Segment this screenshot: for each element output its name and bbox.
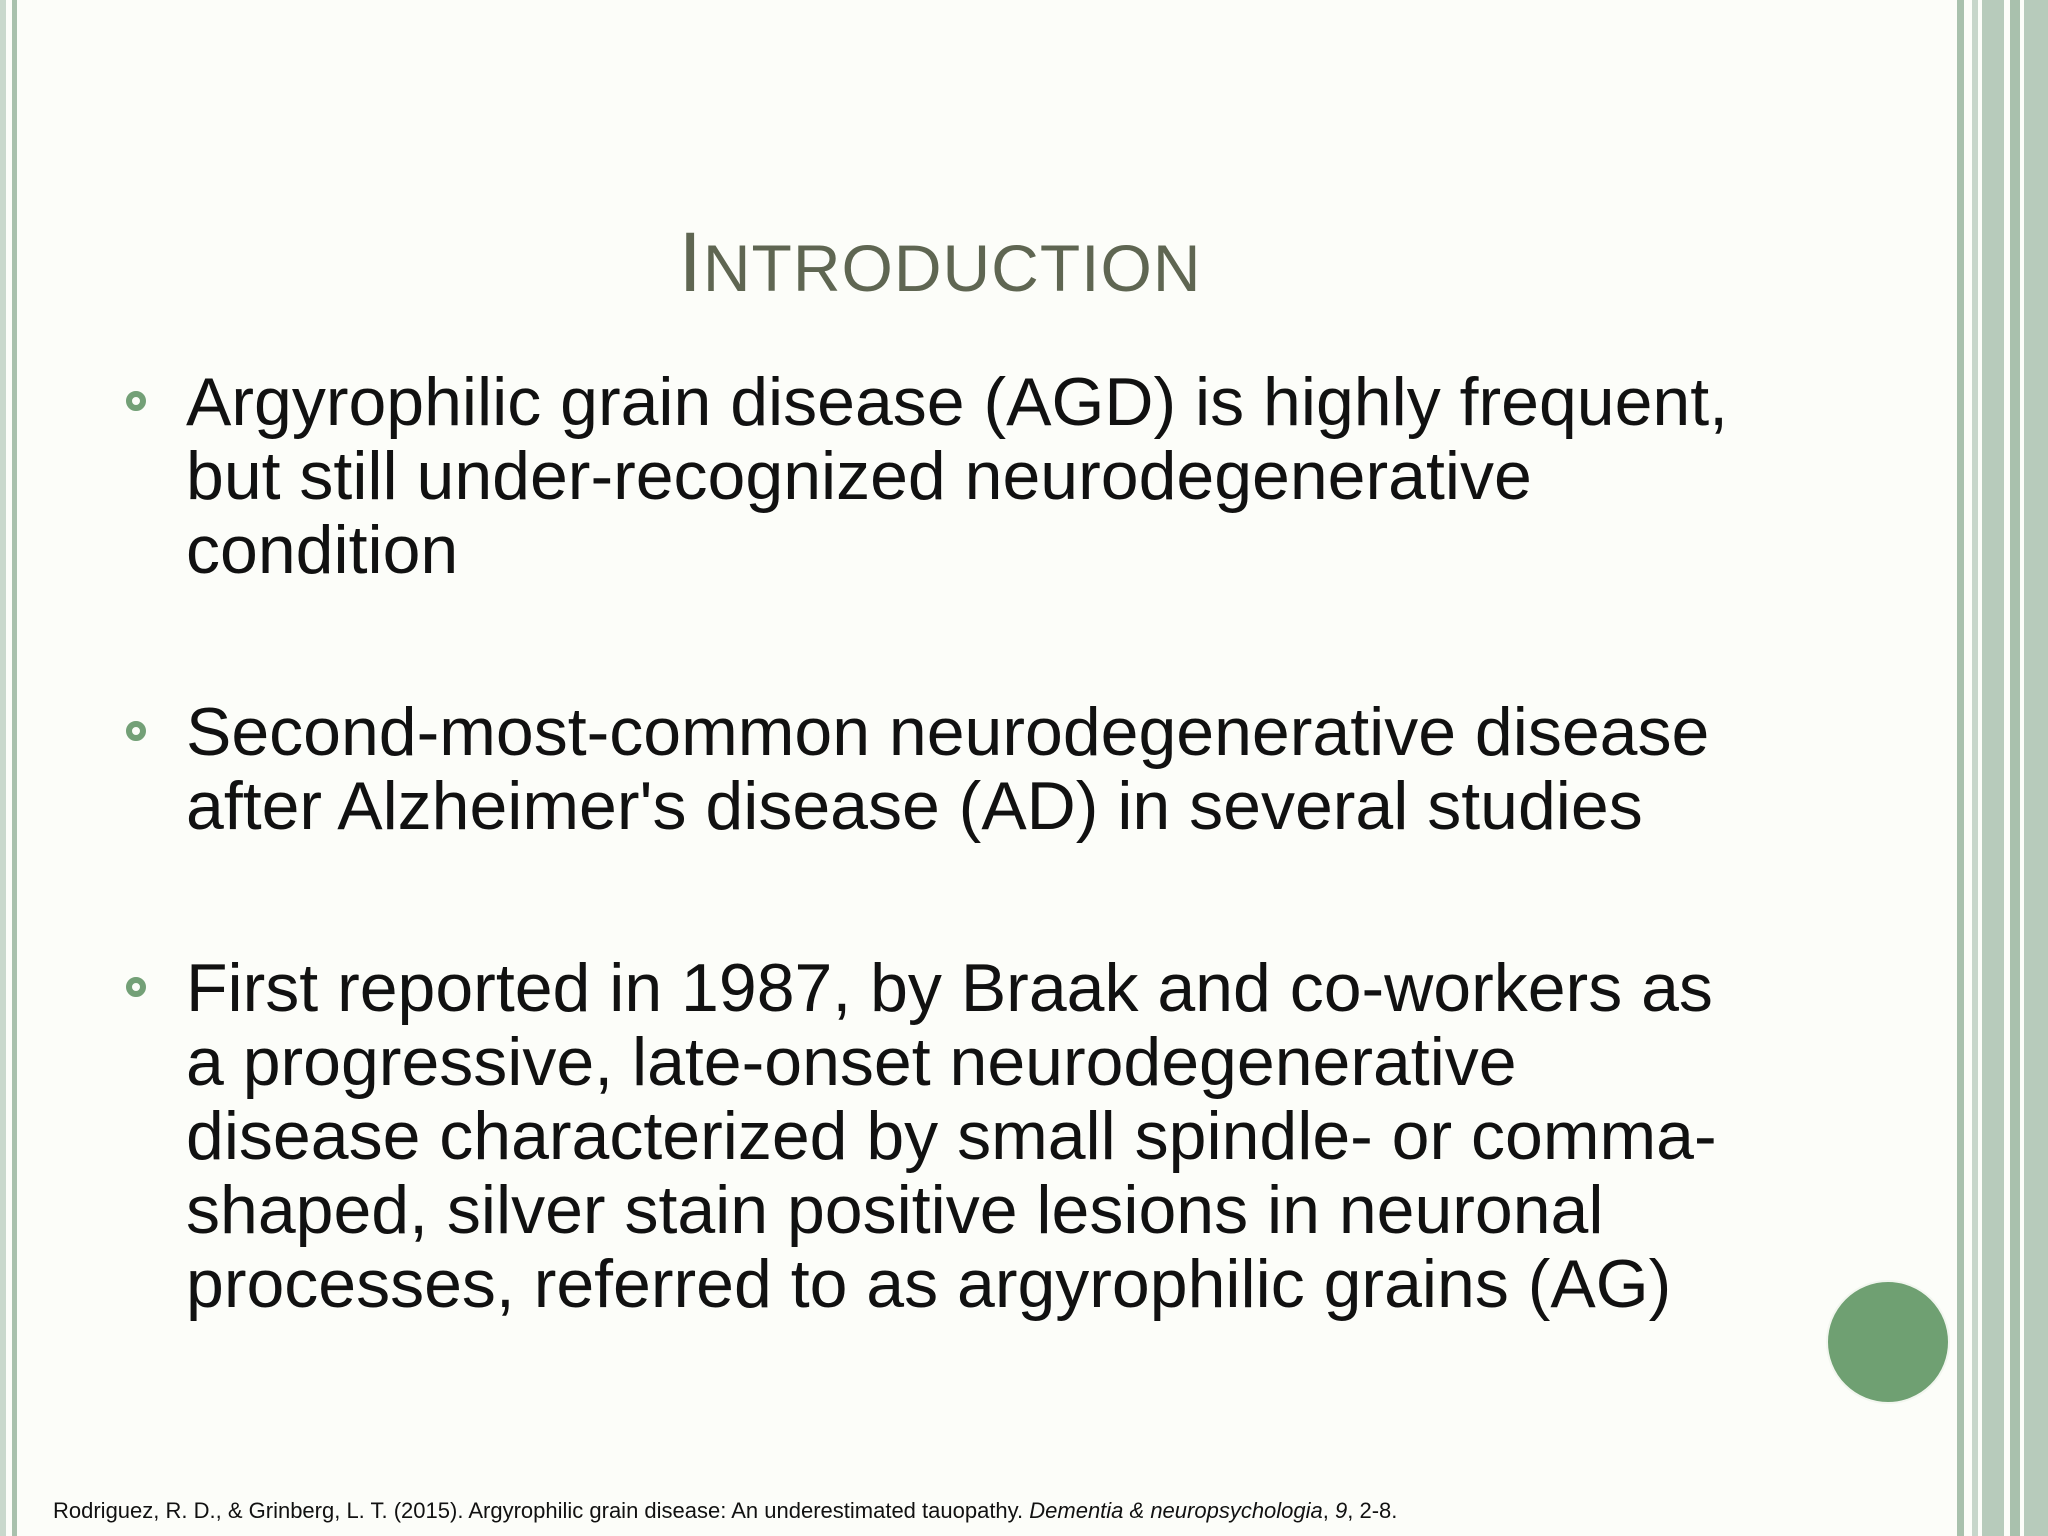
citation-separator: , [1322, 1498, 1336, 1523]
bullet-item [120, 365, 1760, 587]
citation-volume: 9 [1335, 1498, 1348, 1523]
slide-title-rest: NTRODUCTION [702, 231, 1202, 305]
decorative-green-circle [1826, 1280, 1950, 1404]
bullet-text: First reported in 1987, by Braak and co-workers as a progressive, late-onset neurodegenerative disease characterized by small spindle- or comma-shaped, silver stain positive lesions in neuronal processes, referred to as argyrophilic grains (AG) [186, 950, 1717, 1322]
slide-title [0, 212, 1880, 323]
citation-journal: Dementia & neuropsychologia [1029, 1498, 1323, 1523]
right-border-stripe [2010, 0, 2020, 1536]
right-border-stripe [1982, 0, 2004, 1536]
citation-pages: , 2-8. [1347, 1498, 1398, 1523]
bullet-list [120, 365, 1760, 1321]
bullet-circle-icon [126, 391, 146, 411]
right-border-stripe [2024, 0, 2048, 1536]
citation [53, 1498, 1397, 1524]
bullet-text: Argyrophilic grain disease (AGD) is highly frequent, but still under-recognized neurodegenerative condition [186, 364, 1729, 588]
bullet-circle-icon [126, 721, 146, 741]
bullet-circle-icon [126, 977, 146, 997]
bullet-item [120, 951, 1760, 1321]
right-border-stripe [1972, 0, 1978, 1536]
bullet-text: Second-most-common neurodegenerative disease after Alzheimer's disease (AD) in several studies [186, 694, 1710, 844]
slide-title-initial: I [678, 215, 703, 309]
bullet-item [120, 695, 1760, 843]
citation-authors: Rodriguez, R. D., & Grinberg, L. T. (2015). Argyrophilic grain disease: An underestimated tauopathy. [53, 1498, 1030, 1523]
right-border-stripe [1957, 0, 1964, 1536]
